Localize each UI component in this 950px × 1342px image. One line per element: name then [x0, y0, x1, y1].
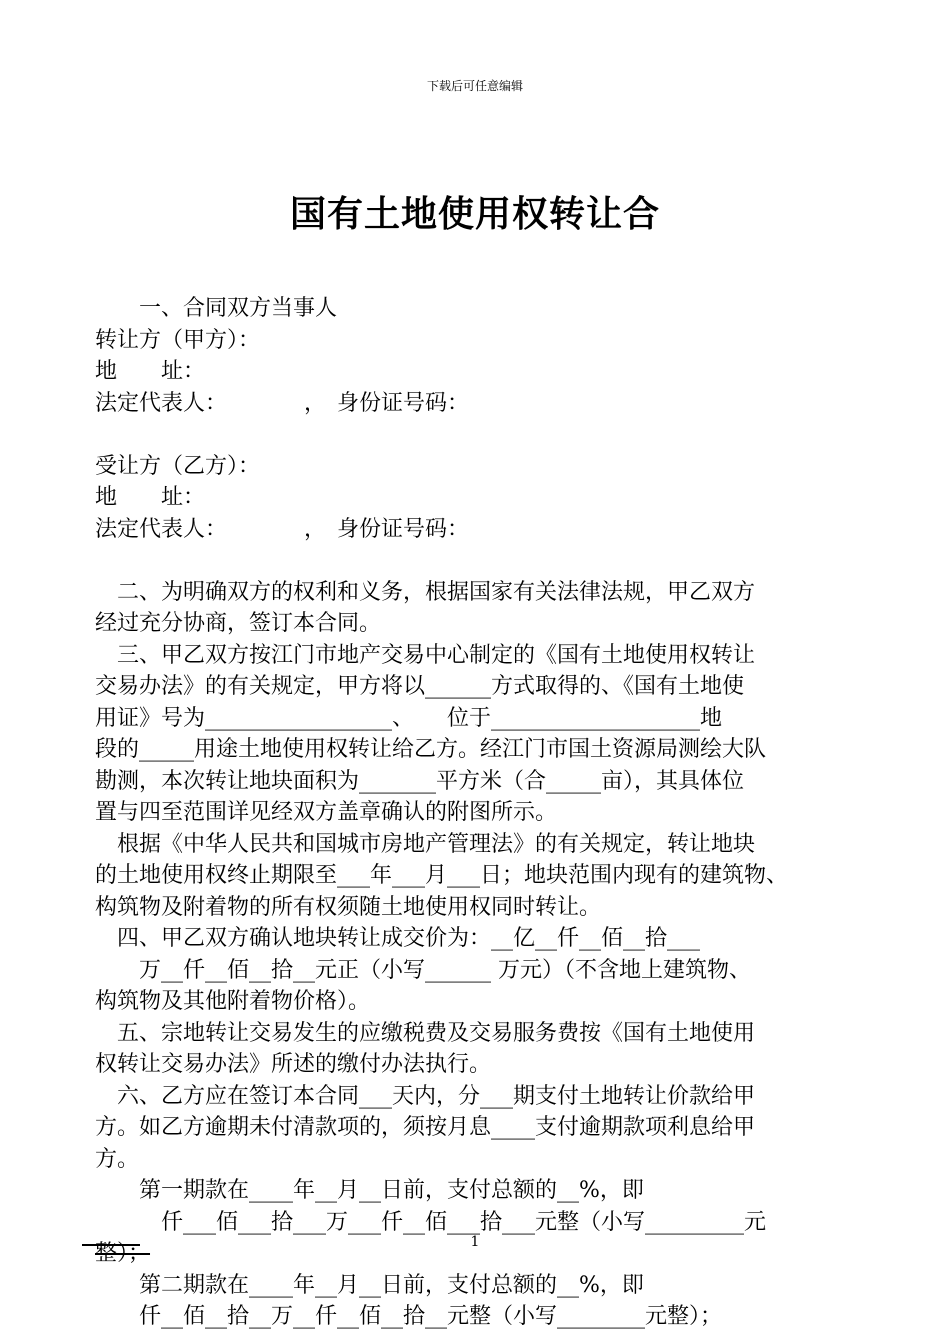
body-line: 方。如乙方逾期未付清款项的，须按月息____支付逾期款项利息给甲	[95, 1115, 756, 1140]
body-line: 权转让交易办法》所述的缴付办法执行。	[95, 1052, 492, 1077]
body-line: 地 址：	[95, 359, 206, 384]
body-line: 万__仟__佰__拾__元正（小写______ 万元）（不含地上建筑物、	[95, 957, 751, 983]
body-line: 法定代表人： ， 身份证号码：	[95, 390, 470, 416]
document-title: 国有土地使用权转让合	[289, 194, 660, 235]
body-line: 经过充分协商，签订本合同。	[95, 611, 382, 636]
body-line: 地 址：	[95, 485, 206, 510]
header-note: 下载后可任意编辑	[426, 79, 523, 93]
body-line: 三、甲乙双方按江门市地产交易中心制定的《国有土地使用权转让	[95, 642, 756, 668]
body-line: 五、宗地转让交易发生的应缴税费及交易服务费按《国有土地使用	[95, 1020, 756, 1046]
body-line: 的土地使用权终止期限至___年___月___日；地块范围内现有的建筑物、	[95, 863, 789, 888]
body-line: 仟__佰__拾__万__仟__佰__拾__元整（小写________元整）；	[95, 1304, 723, 1329]
body-line: 仟___佰___拾___万___仟__佰___拾___元整（小写_________元	[95, 1209, 767, 1235]
body-line: 二、为明确双方的权利和义务，根据国家有关法律法规，甲乙双方	[95, 579, 756, 605]
body-line: 受让方（乙方）：	[95, 453, 261, 479]
body-line: 四、甲乙双方确认地块转让成交价为：__亿__仟__佰__拾___	[95, 926, 701, 951]
body-line: 用证》号为_________________、 位于___________________地	[95, 705, 723, 731]
body-line	[95, 545, 875, 577]
body-line: 一、合同双方当事人	[95, 296, 338, 321]
body-line: 构筑物及其他附着物价格）。	[95, 989, 371, 1014]
body-line: 第一期款在____年__月__日前，支付总额的__%，即	[95, 1178, 644, 1203]
contract-body	[95, 293, 875, 1333]
body-line: 根据《中华人民共和国城市房地产管理法》的有关规定，转让地块	[95, 831, 756, 857]
body-line: 交易办法》的有关规定，甲方将以______方式取得的、《国有土地使	[95, 674, 745, 699]
body-line: 置与四至范围详见经双方盖章确认的附图所示。	[95, 800, 558, 825]
page-number: 1	[470, 1234, 480, 1250]
body-line: 法定代表人： ， 身份证号码：	[95, 516, 470, 542]
body-line: 勘测，本次转让地块面积为_______平方米（合_____亩），其具体位	[95, 768, 745, 794]
body-line: 六、乙方应在签订本合同___天内，分___期支付土地转让价款给甲	[95, 1083, 756, 1109]
body-line	[95, 419, 875, 451]
body-line: 第二期款在____年__月__日前，支付总额的__%，即	[95, 1272, 644, 1298]
body-line: 段的_____用途土地使用权转让给乙方。经江门市国土资源局测绘大队	[95, 737, 767, 762]
body-line: 方。	[95, 1146, 140, 1172]
body-line: 整）；	[95, 1241, 151, 1266]
body-line: 构筑物及附着物的所有权须随土地使用权同时转让。	[95, 894, 602, 920]
body-line: 转让方（甲方）：	[95, 327, 261, 353]
